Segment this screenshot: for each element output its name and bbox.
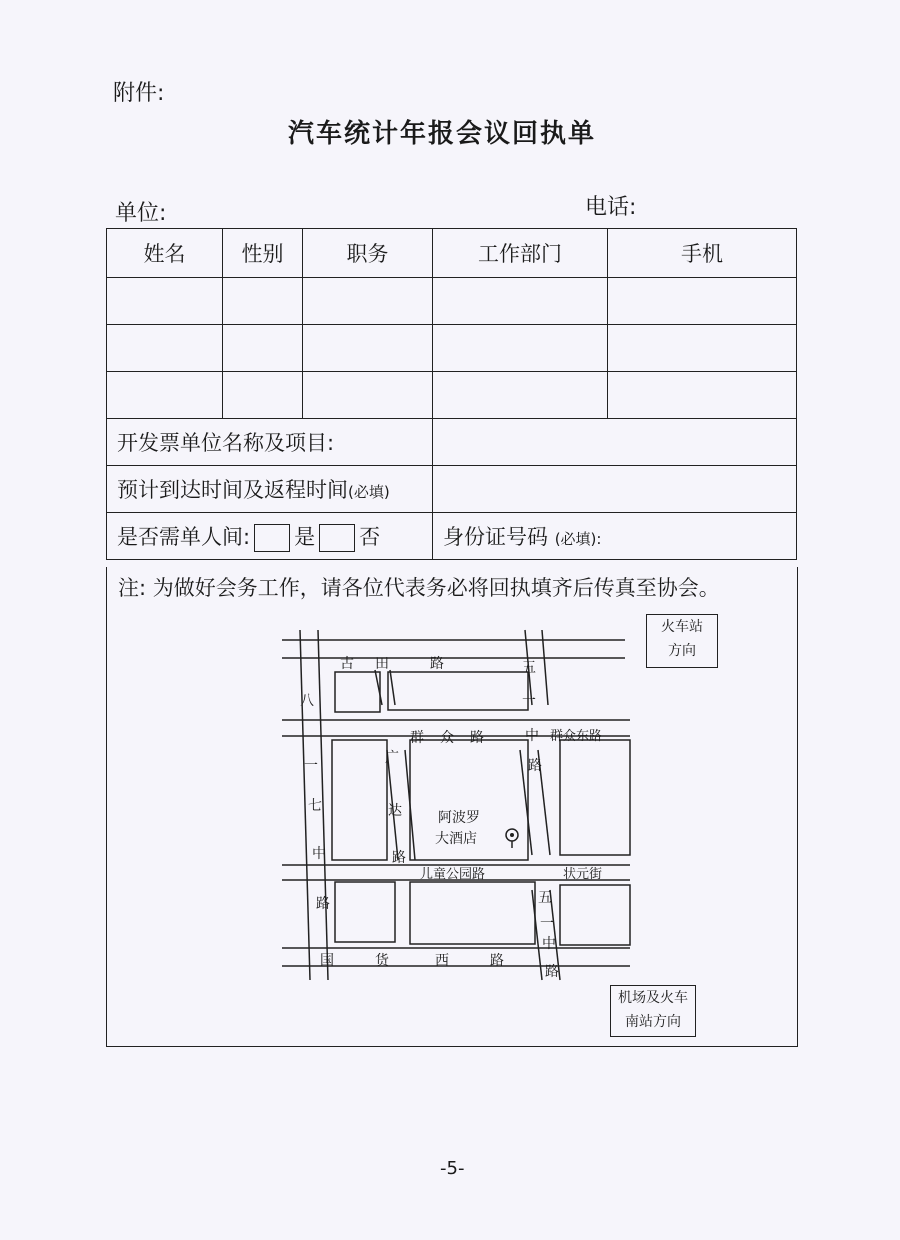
single-room-cell	[107, 513, 433, 560]
street-gutian: 田	[375, 656, 389, 672]
street-guohuo: 国	[320, 953, 334, 969]
receipt-table	[106, 228, 797, 560]
train-station-direction-box	[646, 614, 718, 668]
arrival-label: 预计到达时间及返程时间	[117, 478, 348, 502]
id-number-cell[interactable]	[433, 513, 797, 560]
map-roads	[282, 630, 630, 980]
street-guangda: 广	[385, 750, 399, 766]
room-row	[107, 513, 797, 560]
department-cell[interactable]	[433, 372, 608, 419]
phone-label: 电话:	[585, 195, 637, 220]
arrival-label-cell	[107, 466, 433, 513]
airport-direction-text: 南站方向	[625, 1014, 681, 1030]
street-wuyi-south: 五	[538, 890, 552, 906]
arrival-required-note: (必填)	[348, 483, 390, 501]
col-header-mobile: 手机	[608, 229, 797, 278]
department-cell[interactable]	[433, 278, 608, 325]
street-wuyi-south: 中	[542, 936, 556, 952]
hotel-marker	[435, 810, 518, 848]
invoice-label: 开发票单位名称及项目:	[107, 419, 433, 466]
unit-label: 单位:	[115, 201, 167, 226]
street-bayi: 八	[300, 693, 314, 709]
street-guangda: 路	[392, 850, 406, 866]
table-row	[107, 325, 797, 372]
hotel-name: 阿波罗	[438, 810, 480, 826]
street-wuyi-south: 一	[540, 916, 554, 932]
name-cell[interactable]	[107, 278, 223, 325]
airport-direction-box	[610, 985, 696, 1037]
attachment-label: 附件:	[113, 81, 165, 106]
location-pin-icon	[506, 829, 518, 848]
train-direction-text: 火车站	[661, 619, 703, 635]
location-map	[270, 610, 730, 1040]
street-zhuangyuan: 状元街	[563, 867, 603, 882]
airport-direction-text: 机场及火车	[618, 990, 688, 1006]
street-guangda: 达	[388, 803, 402, 819]
name-cell[interactable]	[107, 325, 223, 372]
invoice-row	[107, 419, 797, 466]
street-bayi: 路	[316, 896, 330, 912]
col-header-name: 姓名	[107, 229, 223, 278]
table-row	[107, 278, 797, 325]
col-header-gender: 性别	[223, 229, 303, 278]
street-gutian: 路	[430, 656, 444, 672]
street-wuyi: 路	[528, 758, 542, 774]
position-cell[interactable]	[303, 372, 433, 419]
mobile-cell[interactable]	[608, 372, 797, 419]
street-bayi: 中	[312, 846, 326, 862]
street-qunzhong: 群	[410, 730, 424, 746]
position-cell[interactable]	[303, 325, 433, 372]
arrival-row	[107, 466, 797, 513]
hotel-name: 大酒店	[435, 831, 477, 847]
street-wuyi: 五	[522, 660, 536, 676]
street-qunzhong-east: 群众东路	[550, 729, 603, 744]
street-wuyi: 中	[525, 728, 539, 744]
street-bayi: 一	[304, 758, 318, 774]
table-row	[107, 372, 797, 419]
position-cell[interactable]	[303, 278, 433, 325]
street-bayi: 七	[308, 798, 322, 814]
page-number: -5-	[440, 1158, 465, 1179]
street-ertong: 儿童公园路	[420, 867, 486, 882]
mobile-cell[interactable]	[608, 325, 797, 372]
yes-checkbox[interactable]	[254, 524, 290, 552]
street-guohuo: 西	[435, 953, 449, 969]
no-label: 否	[359, 524, 381, 549]
yes-label: 是	[294, 524, 316, 549]
no-checkbox[interactable]	[319, 524, 355, 552]
name-cell[interactable]	[107, 372, 223, 419]
gender-cell[interactable]	[223, 278, 303, 325]
train-direction-text: 方向	[668, 643, 696, 659]
page-title: 汽车统计年报会议回执单	[288, 119, 597, 149]
arrival-field[interactable]	[433, 466, 797, 513]
street-qunzhong: 路	[470, 730, 484, 746]
mobile-cell[interactable]	[608, 278, 797, 325]
col-header-position: 职务	[303, 229, 433, 278]
note-text: 注: 为做好会务工作，请各位代表务必将回执填齐后传真至协会。	[118, 576, 720, 600]
street-wuyi: 一	[522, 693, 536, 709]
street-qunzhong: 众	[440, 730, 454, 746]
street-guohuo: 路	[490, 953, 504, 969]
gender-cell[interactable]	[223, 325, 303, 372]
id-label: 身份证号码	[443, 525, 548, 549]
col-header-department: 工作部门	[433, 229, 608, 278]
street-gutian: 古	[340, 656, 354, 672]
department-cell[interactable]	[433, 325, 608, 372]
street-wuyi-south: 路	[545, 964, 559, 980]
single-room-label: 是否需单人间:	[117, 524, 251, 549]
invoice-field[interactable]	[433, 419, 797, 466]
gender-cell[interactable]	[223, 372, 303, 419]
id-required-note: (必填):	[554, 530, 602, 548]
street-guohuo: 货	[375, 953, 389, 969]
